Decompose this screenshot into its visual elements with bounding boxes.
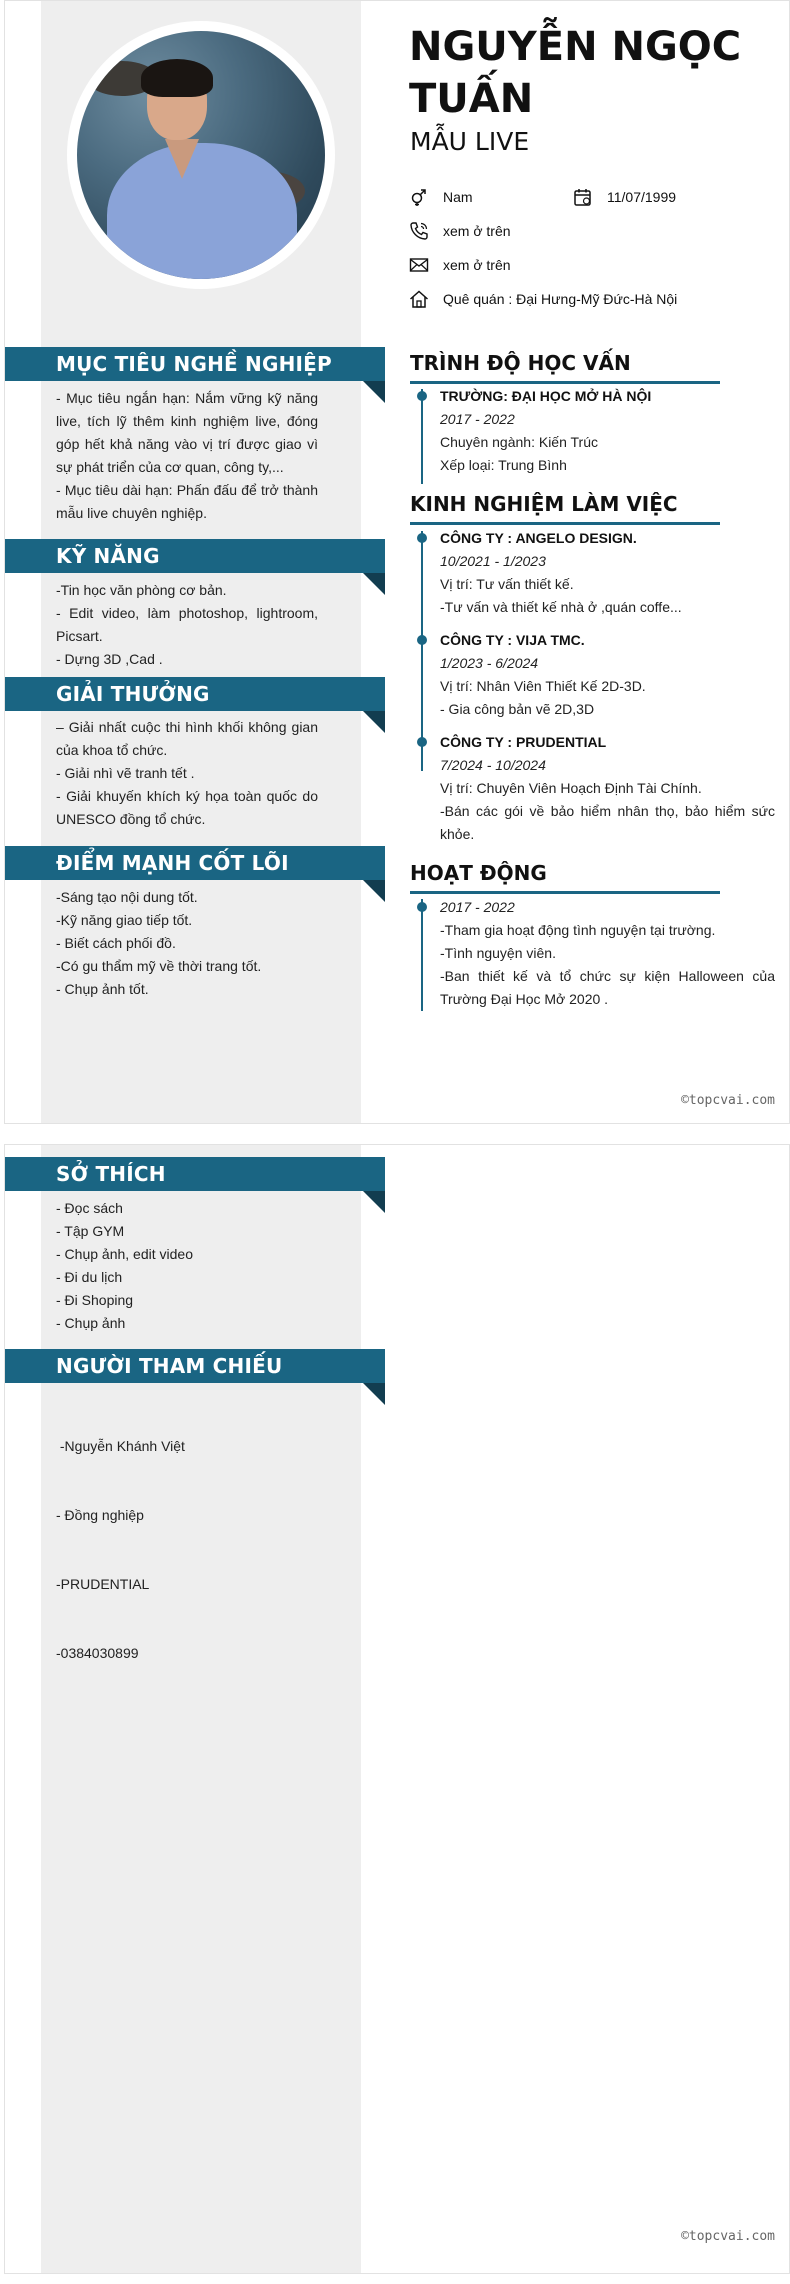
experience-timeline xyxy=(421,531,423,771)
education-timeline xyxy=(421,389,423,484)
phone-icon xyxy=(409,221,429,241)
strengths-line: -Kỹ năng giao tiếp tốt. xyxy=(56,912,193,928)
timeline-dot xyxy=(417,902,427,912)
references-title: NGƯỜI THAM CHIẾU xyxy=(56,1354,283,1378)
hobbies-line: - Chụp ảnh xyxy=(56,1315,126,1331)
references-line: -PRUDENTIAL xyxy=(56,1576,150,1592)
education-grade: Xếp loại: Trung Bình xyxy=(440,457,567,473)
references-heading xyxy=(5,1349,385,1383)
objective-heading xyxy=(5,347,385,381)
job-role: Vị trí: Nhân Viên Thiết Kế 2D-3D. xyxy=(440,678,646,694)
home-icon xyxy=(409,289,429,309)
birthday-row xyxy=(573,187,676,207)
cv-page-2 xyxy=(4,1144,790,2274)
skills-text xyxy=(56,579,318,671)
activities-line: -Ban thiết kế và tổ chức sự kiện Halloween của Trường Đại Học Mở 2020 . xyxy=(440,968,775,1007)
awards-line: - Giải nhì vẽ tranh tết . xyxy=(56,765,195,781)
hobbies-line: - Đọc sách xyxy=(56,1200,123,1216)
hobbies-heading xyxy=(5,1157,385,1191)
email-icon xyxy=(409,255,429,275)
references-line: - Đồng nghiệp xyxy=(56,1507,144,1523)
gender-icon xyxy=(409,187,429,207)
job-company: CÔNG TY : VIJA TMC. xyxy=(440,632,585,648)
job-role: Vị trí: Chuyên Viên Hoạch Định Tài Chính. xyxy=(440,780,702,796)
strengths-title: ĐIỂM MẠNH CỐT LÕI xyxy=(56,851,289,875)
education-major: Chuyên ngành: Kiến Trúc xyxy=(440,434,598,450)
strengths-line: -Có gu thẩm mỹ về thời trang tốt. xyxy=(56,958,262,974)
timeline-dot xyxy=(417,737,427,747)
position-title: MẪU LIVE xyxy=(410,127,530,156)
strengths-line: -Sáng tạo nội dung tốt. xyxy=(56,889,198,905)
timeline-dot xyxy=(417,391,427,401)
objective-text xyxy=(56,387,318,525)
hometown-row xyxy=(409,289,677,309)
watermark: ©topcvai.com xyxy=(681,1093,775,1108)
references-line: -Nguyễn Khánh Việt xyxy=(56,1438,185,1454)
experience-title: KINH NGHIỆM LÀM VIỆC xyxy=(410,492,678,516)
strengths-heading xyxy=(5,846,385,880)
calendar-icon xyxy=(573,187,593,207)
awards-line: – Giải nhất cuộc thi hình khối không gian của khoa tổ chức. xyxy=(56,719,318,758)
job-entry xyxy=(440,629,775,721)
job-company: CÔNG TY : ANGELO DESIGN. xyxy=(440,530,637,546)
hobbies-line: - Đi Shoping xyxy=(56,1292,134,1308)
hometown-value: Quê quán : Đại Hưng-Mỹ Đức-Hà Nội xyxy=(443,291,678,307)
education-entry xyxy=(440,385,775,477)
job-role: Vị trí: Tư vấn thiết kế. xyxy=(440,576,574,592)
hobbies-text xyxy=(56,1197,318,1335)
activities-line: -Tình nguyện viên. xyxy=(440,945,556,961)
job-period: 10/2021 - 1/2023 xyxy=(440,553,546,569)
hobbies-title: SỞ THÍCH xyxy=(56,1162,166,1186)
hobbies-line: - Chụp ảnh, edit video xyxy=(56,1246,193,1262)
job-description: -Tư vấn và thiết kế nhà ở ,quán coffe... xyxy=(440,599,682,615)
activities-timeline xyxy=(421,899,423,1011)
awards-heading xyxy=(5,677,385,711)
email-row xyxy=(409,255,511,275)
education-title: TRÌNH ĐỘ HỌC VẤN xyxy=(410,351,631,375)
profile-photo-frame xyxy=(67,21,335,289)
job-company: CÔNG TY : PRUDENTIAL xyxy=(440,734,607,750)
awards-line: - Giải khuyến khích ký họa toàn quốc do UNESCO đồng tổ chức. xyxy=(56,788,318,827)
watermark: ©topcvai.com xyxy=(681,2229,775,2244)
skills-heading xyxy=(5,539,385,573)
skills-line: -Tin học văn phòng cơ bản. xyxy=(56,582,227,598)
cv-page-1 xyxy=(4,0,790,1124)
activities-heading xyxy=(410,861,720,885)
job-period: 7/2024 - 10/2024 xyxy=(440,757,546,773)
job-description: - Gia công bản vẽ 2D,3D xyxy=(440,701,595,717)
school-name: TRƯỜNG: ĐẠI HỌC MỞ HÀ NỘI xyxy=(440,388,652,404)
skills-line: - Edit video, làm photoshop, lightroom, Picsart. xyxy=(56,605,318,644)
activities-title: HOẠT ĐỘNG xyxy=(410,861,547,885)
birthday-value: 11/07/1999 xyxy=(607,189,677,205)
job-entry xyxy=(440,731,775,846)
profile-photo xyxy=(77,31,325,279)
education-heading xyxy=(410,351,720,375)
phone-row xyxy=(409,221,511,241)
activities-entry xyxy=(440,896,775,1011)
candidate-name: NGUYỄN NGỌC TUẤN xyxy=(409,24,742,122)
experience-heading xyxy=(410,492,720,516)
strengths-line: - Biết cách phối đồ. xyxy=(56,935,176,951)
activities-period: 2017 - 2022 xyxy=(440,899,515,915)
job-entry xyxy=(440,527,775,619)
strengths-text xyxy=(56,886,318,1001)
gender-row xyxy=(409,187,473,207)
job-description: -Bán các gói về bảo hiểm nhân thọ, bảo hiểm sức khỏe. xyxy=(440,803,775,842)
email-value: xem ở trên xyxy=(443,257,511,273)
activities-line: -Tham gia hoạt động tình nguyện tại trường. xyxy=(440,922,716,938)
hobbies-line: - Tập GYM xyxy=(56,1223,125,1239)
phone-value: xem ở trên xyxy=(443,223,511,239)
objective-title: MỤC TIÊU NGHỀ NGHIỆP xyxy=(56,352,332,376)
hobbies-line: - Đi du lịch xyxy=(56,1269,123,1285)
awards-title: GIẢI THƯỞNG xyxy=(56,682,210,706)
timeline-dot xyxy=(417,533,427,543)
skills-title: KỸ NĂNG xyxy=(56,544,160,568)
timeline-dot xyxy=(417,635,427,645)
job-period: 1/2023 - 6/2024 xyxy=(440,655,539,671)
references-line: -0384030899 xyxy=(56,1645,139,1661)
awards-text xyxy=(56,716,318,831)
objective-line: - Mục tiêu dài hạn: Phấn đấu để trở thành mẫu live chuyên nghiệp. xyxy=(56,482,318,521)
gender-value: Nam xyxy=(443,189,473,205)
objective-line: - Mục tiêu ngắn hạn: Nắm vững kỹ năng live, tích lỹ thêm kinh nghiệm live, đóng góp hết khả năng vào vị trí được giao vì sự phát triển của cơ quan, công ty,... xyxy=(56,390,318,475)
education-period: 2017 - 2022 xyxy=(440,411,515,427)
skills-line: - Dựng 3D ,Cad . xyxy=(56,651,163,667)
references-text xyxy=(56,1389,318,1711)
strengths-line: - Chụp ảnh tốt. xyxy=(56,981,149,997)
